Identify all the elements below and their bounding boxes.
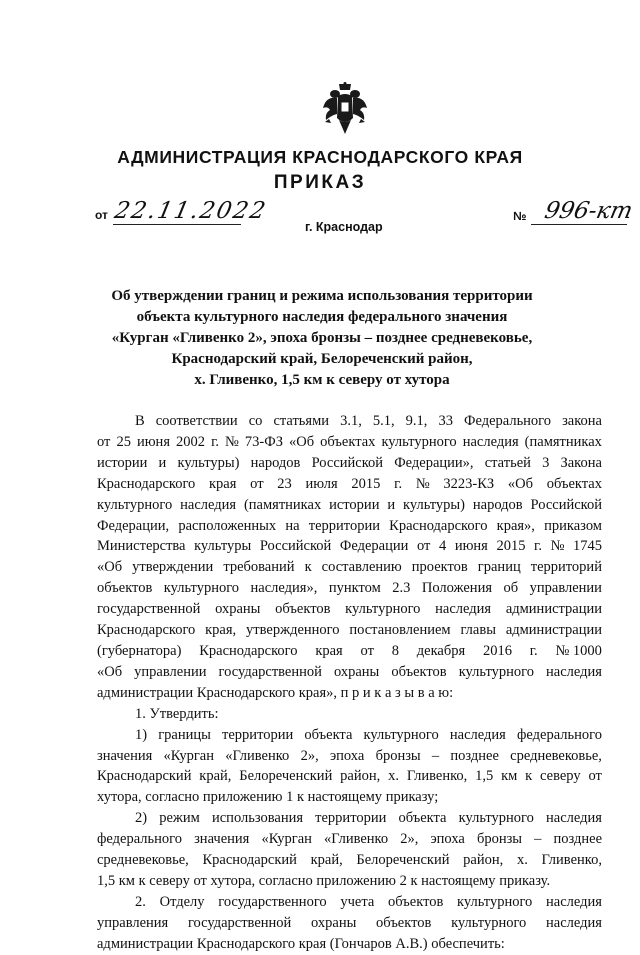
word: №: [225, 433, 239, 450]
word: расположенных: [178, 517, 277, 534]
word: культуры): [403, 496, 465, 513]
word: государственного: [218, 893, 327, 910]
paragraph-line: [97, 934, 602, 955]
word: проектов: [411, 559, 468, 576]
word: значения: [97, 747, 153, 764]
word: км: [501, 768, 518, 785]
word: 2: [399, 872, 411, 889]
word: (губернатора): [97, 642, 182, 659]
word: территории: [315, 810, 387, 827]
word: федерального: [516, 726, 602, 743]
word: «Об: [97, 663, 123, 680]
word: соответствии: [155, 413, 238, 429]
word: ю:: [438, 684, 454, 701]
word: п: [340, 684, 353, 701]
word: Федерального: [464, 413, 552, 429]
title-line: Краснодарский край, Белореченский район,: [171, 351, 473, 367]
word: государственной: [97, 601, 201, 618]
word: к: [410, 872, 422, 889]
word: и: [158, 454, 167, 471]
word: 2.3: [392, 580, 411, 597]
word: охраны: [333, 663, 380, 680]
word: «Об: [289, 433, 315, 450]
word: от: [360, 642, 374, 659]
word: утвержденного: [246, 622, 340, 639]
word: А.В.): [395, 935, 432, 952]
document-title: [92, 286, 552, 391]
word: эпоха: [430, 831, 465, 848]
paragraph-line: [97, 536, 602, 557]
word: 3: [542, 454, 550, 471]
word: территории: [308, 517, 380, 534]
paragraph-line: [97, 892, 602, 913]
word: использования: [211, 810, 304, 827]
word: приказу.: [499, 872, 551, 889]
word: «Гливенко: [225, 747, 290, 764]
word: Российской: [259, 538, 332, 555]
paragraph-line: [97, 704, 602, 725]
word: главы: [460, 622, 496, 639]
word: средневековье,: [97, 852, 189, 869]
word: объектов: [376, 914, 432, 931]
word: границ: [477, 559, 521, 576]
paragraph-line: [97, 599, 602, 620]
word: 23: [277, 475, 292, 492]
word: приложению: [202, 789, 287, 806]
paragraph-line: [97, 725, 602, 746]
word: народов: [472, 496, 523, 513]
word: средневековье,: [510, 747, 602, 764]
word: и: [387, 496, 396, 513]
word: Белореченский: [356, 852, 450, 869]
word: Закона: [560, 454, 602, 471]
word: истории: [97, 454, 148, 471]
word: от: [588, 768, 602, 785]
word: со: [248, 413, 263, 429]
paragraph-line: [97, 557, 602, 578]
word: км: [118, 872, 139, 889]
word: наследия: [546, 810, 602, 827]
word: объекта: [398, 810, 447, 827]
word: 5.1,: [372, 413, 395, 429]
word: значения: [194, 831, 250, 848]
word: территорий: [530, 559, 602, 576]
word: хутора,: [210, 872, 259, 889]
word: 33: [438, 413, 453, 429]
word: 2»,: [400, 831, 419, 848]
word: 1): [135, 726, 148, 743]
word: Белореченский: [239, 768, 333, 785]
word: июня: [454, 538, 488, 555]
word: культурного: [458, 663, 534, 680]
word: 8: [391, 642, 399, 659]
word: от: [416, 538, 431, 555]
word: 2002: [176, 433, 206, 450]
title-line: «Курган «Гливенко 2», эпоха бронзы – позднее средневековье,: [111, 330, 533, 346]
coat-of-arms-emblem: [322, 82, 368, 136]
word: территории: [222, 726, 294, 743]
word: 1745: [573, 538, 602, 555]
word: статьями: [273, 413, 330, 429]
word: культурного: [458, 810, 534, 827]
paragraph-line: [97, 787, 602, 808]
word: культурного: [381, 433, 457, 450]
word: наследия»,: [250, 580, 318, 597]
word: объектов: [388, 893, 444, 910]
word: г.: [534, 538, 542, 555]
date-handwritten: 22.11.2022: [112, 198, 270, 224]
word: истории: [329, 496, 380, 513]
word: к: [525, 768, 533, 785]
word: от: [250, 475, 264, 492]
word: приказу;: [385, 789, 439, 806]
word: Российской: [530, 496, 602, 513]
word: Отделу: [159, 893, 205, 910]
word: культурного: [163, 580, 240, 597]
word: (памятниках: [243, 496, 322, 513]
paragraph-line: [97, 516, 602, 537]
word: объекта: [304, 726, 353, 743]
word: администрации: [97, 935, 197, 952]
word: культурного: [363, 726, 439, 743]
word: а: [384, 684, 396, 701]
word: з: [395, 684, 405, 701]
word: охраны: [311, 914, 357, 931]
paragraph-line: [97, 766, 602, 787]
word: настоящему: [421, 872, 500, 889]
word: Гливенко,: [406, 768, 468, 785]
word: культурного: [451, 914, 527, 931]
word: 1: [286, 789, 297, 806]
word: наследия: [546, 893, 602, 910]
word: Федерации: [339, 538, 409, 555]
word: край,: [199, 768, 232, 785]
paragraph-line: [97, 641, 602, 662]
word: «Гливенко: [324, 831, 389, 848]
word: позднее: [450, 747, 499, 764]
word: управления: [97, 914, 169, 931]
word: объектов: [391, 663, 447, 680]
word: 2016: [482, 642, 512, 659]
word: Гливенко,: [541, 852, 602, 869]
title-line: объекта культурного наследия федерального значения: [136, 309, 508, 325]
word: «Курган: [163, 747, 214, 764]
word: северу: [540, 768, 581, 785]
word: 2): [135, 810, 148, 827]
word: «Об: [507, 475, 533, 492]
word: статьей: [484, 454, 531, 471]
paragraph-line: [97, 829, 602, 850]
number-handwritten: 996-кт: [542, 198, 635, 224]
word: закона: [562, 413, 602, 429]
word: Российской: [311, 454, 384, 471]
word: приказом: [544, 517, 602, 534]
word: г.: [211, 433, 219, 450]
word: настоящему: [307, 789, 386, 806]
word: р: [352, 684, 363, 701]
word: 3223-КЗ: [443, 475, 495, 492]
word: 2015: [351, 475, 381, 492]
word: июня: [136, 433, 170, 450]
word: х.: [516, 852, 528, 869]
word: пунктом: [328, 580, 381, 597]
number-underline: [531, 224, 627, 225]
word: от: [193, 872, 211, 889]
word: июля: [305, 475, 338, 492]
word: 73-ФЗ: [244, 433, 283, 450]
word: края»,: [298, 684, 341, 701]
number-prefix: №: [513, 209, 527, 223]
word: «Курган: [261, 831, 312, 848]
word: наследия: [180, 496, 237, 513]
word: к: [374, 684, 385, 701]
city-label: г. Краснодар: [305, 220, 383, 234]
word: район,: [463, 852, 504, 869]
title-line: х. Гливенко, 1,5 км к северу от хутора: [194, 372, 450, 388]
date-number-row: [95, 200, 635, 240]
word: культурного: [97, 496, 173, 513]
word: в: [417, 684, 429, 701]
paragraph-line: [97, 453, 602, 474]
word: 2»,: [300, 747, 319, 764]
word: народов: [250, 454, 301, 471]
word: бронзы: [375, 747, 421, 764]
word: объектов: [97, 580, 153, 597]
word: Краснодарского: [389, 517, 488, 534]
word: –: [431, 747, 440, 764]
paragraph-line: [97, 620, 602, 641]
word: Краснодарского: [196, 684, 299, 701]
word: культурного: [345, 601, 421, 618]
word: (Гончаров: [329, 935, 396, 952]
word: район,: [340, 768, 381, 785]
date-underline: [113, 224, 241, 225]
word: приложению: [316, 872, 400, 889]
word: х.: [388, 768, 399, 785]
title-line: Об утверждении границ и режима использования территории: [111, 288, 533, 304]
word: управлении: [529, 580, 602, 597]
word: режим: [159, 810, 200, 827]
paragraph-line: [97, 474, 602, 495]
word: культуры): [177, 454, 240, 471]
word: утверждении: [132, 559, 214, 576]
word: Краснодарского: [97, 622, 196, 639]
word: наследия: [435, 601, 492, 618]
word: края: [209, 475, 237, 492]
word: постановлением: [349, 622, 451, 639]
word: 2.: [135, 893, 146, 910]
word: 2015: [496, 538, 526, 555]
paragraph-line: [97, 850, 602, 871]
word: границы: [158, 726, 211, 743]
word: г.: [529, 642, 538, 659]
word: Федерации,: [97, 517, 170, 534]
word: наследия: [462, 433, 519, 450]
paragraph-line: [97, 913, 602, 934]
word: края: [298, 935, 330, 952]
paragraph-line: [97, 662, 602, 683]
word: на: [285, 517, 300, 534]
word: объектов: [275, 601, 331, 618]
word: управлении: [134, 663, 207, 680]
word: 1.: [135, 705, 150, 722]
word: северу: [149, 872, 194, 889]
document-body: [97, 411, 602, 955]
word: культурного: [457, 893, 533, 910]
word: 4: [438, 538, 447, 555]
word: а: [428, 684, 439, 701]
word: об: [503, 580, 519, 597]
word: –: [534, 831, 542, 848]
word: государственной: [218, 663, 322, 680]
word: наследия: [449, 726, 506, 743]
paragraph-line: [97, 578, 602, 599]
word: №: [415, 475, 430, 492]
word: Краснодарский: [202, 852, 297, 869]
word: края»,: [496, 517, 535, 534]
word: согласно: [258, 872, 317, 889]
word: федерального: [97, 831, 182, 848]
paragraph-line: [97, 808, 602, 829]
word: бронзы: [476, 831, 523, 848]
word: от: [97, 433, 111, 450]
document-type: ПРИКАЗ: [273, 172, 367, 193]
word: культуры: [194, 538, 252, 555]
word: 1,5: [475, 768, 494, 785]
word: обеспечить:: [431, 935, 505, 952]
paragraph-line: [97, 746, 602, 767]
word: №: [550, 538, 565, 555]
word: г.: [394, 475, 403, 492]
date-prefix: от: [95, 208, 108, 222]
word: края: [315, 642, 343, 659]
word: администрации: [97, 684, 197, 701]
word: края,: [205, 622, 237, 639]
word: хутора,: [97, 789, 146, 806]
word: 9.1,: [405, 413, 428, 429]
word: администрации: [505, 601, 602, 618]
word: Министерства: [97, 538, 186, 555]
word: Краснодарского: [196, 935, 299, 952]
paragraph-line: [97, 432, 602, 453]
paragraph-line: [97, 871, 602, 892]
word: наследия: [546, 663, 602, 680]
word: администрации: [505, 622, 602, 639]
word: к: [296, 789, 308, 806]
word: согласно: [145, 789, 203, 806]
word: к: [138, 872, 150, 889]
word: объектах: [546, 475, 602, 492]
word: 25: [116, 433, 131, 450]
word: ы: [404, 684, 418, 701]
word: государственной: [187, 914, 292, 931]
word: «Об: [97, 559, 123, 576]
word: и: [362, 684, 375, 701]
word: Утвердить:: [149, 705, 219, 722]
organization-name: АДМИНИСТРАЦИЯ КРАСНОДАРСКОГО КРАЯ: [117, 147, 523, 167]
word: (памятниках: [524, 433, 602, 450]
word: В: [135, 413, 145, 429]
word: учета: [340, 893, 375, 910]
word: требований: [223, 559, 295, 576]
word: Федерации»,: [394, 454, 474, 471]
word: к: [304, 559, 312, 576]
word: объектах: [320, 433, 376, 450]
word: Положения: [421, 580, 492, 597]
word: декабря: [416, 642, 466, 659]
paragraph-line: [97, 683, 602, 704]
word: Краснодарского: [97, 475, 196, 492]
word: Краснодарского: [199, 642, 298, 659]
paragraph-line: [97, 495, 602, 516]
word: составлению: [321, 559, 402, 576]
word: край,: [310, 852, 343, 869]
paragraph-line: [97, 411, 602, 432]
word: Краснодарский: [97, 768, 192, 785]
word: наследия: [546, 914, 602, 931]
word: 1,5: [97, 872, 119, 889]
word: эпоха: [329, 747, 365, 764]
word: охраны: [215, 601, 261, 618]
word: № 1000: [555, 642, 602, 659]
word: позднее: [553, 831, 602, 848]
word: 3.1,: [340, 413, 362, 429]
